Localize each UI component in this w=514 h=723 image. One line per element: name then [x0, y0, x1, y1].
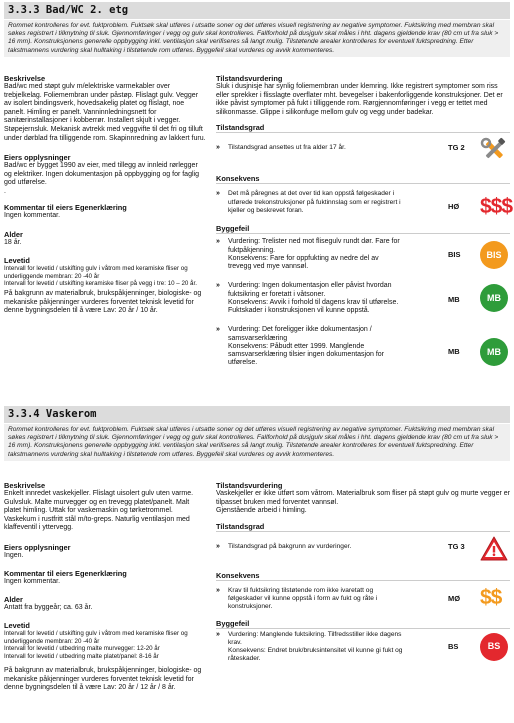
beskrivelse-text: Bad/wc med støpt gulv m/elektriske varmekabler over trebjelkelag. Foliemembran under påstøp. Flislagt gulv. Vegger av isolert bindingsverk, hovedsakelig platet og flislagt, noe panelt. Himling er panelt. Vanninnledningsnett for sanitærinstallasjoner i kobberrør. Installert skjult i vegger. Støpejernsluk. Mekanisk avtrekk med veggvifte til det fri og tilluft under dørblad fra tilliggende rom. Skapinnredning av lakkert furu. [4, 83, 206, 142]
alder-heading: Alder [4, 230, 23, 240]
section-intro: Rommet kontrolleres for evt. fuktproblem. Fuktsøk skal utføres i utsatte soner og det utføres visuell registrering av negative symptomer. Fuktsikring med membran skal søkes registrert i tilknytning til sluk. Gjennomføringer i vegg og gulv skal kontrolleres. Fallforhold på dusjgulv skal måles i hht. dagens gjeldende krav (80 cm ut fra sluk > 16 mm). Konstruksjonens generelle oppbygging inkl. ventilasjon skal verifiseres så langt mulig. Tilstøtende arealer kontrolleres for eventuell fuktspredning. Etter takstmannens vurdering skal hulltaking i tilstøtende rom utføres. Byggefeil skal vurderes og avvik kommenteres. [4, 20, 510, 57]
byggefeil-text-2: Vurdering: Ingen dokumentasjon eller påvist hvordan fuktsikring er foretatt i våtsoner. Konsekvens: Avvik i forhold til dagens krav til utførelse. Fuktskader i konstruksjonen vil kunne oppstå. [228, 282, 399, 314]
tg-text: Tilstandsgrad på bakgrunn av vurderinger. [228, 542, 352, 550]
warning-icon [480, 535, 508, 563]
tg-row [216, 144, 510, 168]
bullet-arrow: » [216, 144, 220, 152]
tilstand-text: Vaskekjeller er ikke utført som våtrom. Materialbruk som fliser på støpt gulv og murte vegger er tilpasset bruken med forventet vannsøl. Gjenstående arbeid i himling. [216, 490, 510, 515]
tilstand-heading: Tilstandsvurdering [216, 74, 283, 83]
byggefeil-text-1: Vurdering: Trelister ned mot flisegulv rundt dør. Fare for fuktpåkjenning. Konsekvens: Fare for oppfukting av nedre del av trevegg ved mye vannsøl. [228, 238, 400, 270]
byggefeil-value-1: BS [448, 641, 459, 651]
bullet-arrow: » [216, 190, 220, 198]
bullet-arrow: » [216, 326, 220, 334]
konsekvens-value: HØ [448, 202, 460, 212]
right-column [216, 74, 513, 370]
money-icon: $$ [480, 585, 502, 609]
alder-text: Antatt fra byggeår; ca. 63 år. [4, 604, 93, 612]
levetid-text: Intervall for levetid / utskifting gulv i våtrom med keramiske fliser og underliggende membran: 20 -40 år Intervall for levetid / utskifting keramiske fliser på vegg i tre: 10 – 20 år. [4, 264, 197, 288]
levetid-heading: Levetid [4, 255, 30, 265]
section-title: 3.3.4 Vaskerom [4, 406, 510, 423]
byggefeil-heading: Byggefeil [216, 224, 510, 234]
right-column [216, 481, 510, 667]
levetid-text-2: På bakgrunn av materialbruk, brukspåkjenninger, biologiske- og mekaniske påkjenninger vurderes forventet teknisk levetid for denne bygningsdelen til å være Lav: 20 år / 12 år / 8 år. [4, 666, 202, 692]
tilstand-text: Sluk i dusjnisje har synlig foliemembran under klemring. Ikke registrert symptomer som riss eller sprekker i flisslagte overflater mht. bevegelser i bakenforliggende konstruksjoner. Det er ikke påvist symptomer på fukt i tilliggende rom. Rørgjennomføringer i vegg er tettet med silikonmasse. Glippe i silikonfuge mellom gulv og vegg under badekar. [216, 83, 503, 116]
beskrivelse-heading: Beskrivelse [4, 481, 46, 490]
eier-text: Ingen. [4, 551, 24, 559]
konsekvens-text: Krav til fuktsikring tilstøtende rom ikke ivaretatt og følgeskader vil kunne oppstå i form av fukt og råte i konstruksjoner. [228, 586, 378, 611]
bullet-arrow: » [216, 630, 220, 638]
bullet-arrow: » [216, 542, 220, 550]
konsekvens-heading: Konsekvens [216, 174, 510, 184]
mb-badge-icon: MB [480, 284, 508, 312]
byggefeil-row-1 [216, 238, 510, 282]
section-intro: Rommet kontrolleres for evt. fuktproblem. Fuktsøk skal utføres i utsatte soner og det utføres visuell registrering av negative symptomer. Fuktsikring med membran skal søkes registrert i tilknytning til sluk. Gjennomføringer i vegg og gulv skal kontrolleres. Fallforhold på dusjgulv skal måles i hht. dagens gjeldende krav (80 cm ut fra sluk > 16 mm). Konstruksjonens generelle oppbygging inkl. ventilasjon skal verifiseres så langt mulig. Tilstøtende arealer kontrolleres for eventuell fuktspredning. Etter takstmannens vurdering skal hulltaking i tilstøtende rom utføres. Byggefeil skal vurderes og avvik kommenteres. [4, 424, 510, 461]
konsekvens-heading: Konsekvens [216, 571, 510, 581]
byggefeil-row-2 [216, 282, 510, 326]
bis-badge-icon: BIS [480, 241, 508, 269]
byggefeil-value-3: MB [448, 347, 460, 357]
money-icon: $$$ [480, 195, 513, 219]
tilstand-heading: Tilstandsvurdering [216, 481, 283, 490]
tilstandsgrad-heading: Tilstandsgrad [216, 522, 510, 532]
konsekvens-text: Det må påregnes at det over tid kan oppstå følgeskader i utførede trekonstruksjoner på fuktinnslag som er registrert i kjeller og beskrevet foran. [228, 190, 401, 214]
section-vaskerom [4, 406, 510, 461]
section-bad-wc [4, 2, 510, 57]
byggefeil-value-1: BIS [448, 250, 461, 260]
eier-heading: Eiers opplysninger [4, 542, 71, 552]
kommentar-heading: Kommentar til eiers Egenerklæring [4, 568, 127, 578]
beskrivelse-text: Enkelt innredet vaskekjeller. Flislagt uisolert gulv uten varme. Gulvsluk. Malte murvegger og en trevegg platet/panelt. Malt platet himling. Uttak for vaskemaskin og tørketrommel. Vaskekum i rustfritt stål m/to-greps. Naturlig ventilasjon med klaffeventil i yttervegg. [4, 490, 194, 532]
levetid-text-2: På bakgrunn av materialbruk, brukspåkjenninger, biologiske- og mekaniske påkjenninger vurderes forventet teknisk levetid for denne bygningsdelen til å være Lav: 20 år / 10 år. [4, 290, 202, 315]
kommentar-heading: Kommentar til eiers Egenerklæring [4, 202, 127, 212]
tg-row [216, 543, 510, 565]
levetid-text: Intervall for levetid / utskifting gulv i våtrom med keramiske fliser og underliggende membran: 20 -40 år Intervall for levetid / utbedring malte murvegger: 12-20 år Intervall for levetid / utbedring malte platet/panel: 8-16 år [4, 629, 188, 661]
byggefeil-heading: Byggefeil [216, 619, 510, 629]
byggefeil-text-1: Vurdering: Manglende fuktsikring. Tilfredsstiller ikke dagens krav. Konsekvens: Endret bruk/bruksintensitet vil kunne gi fukt og råteskader. [228, 630, 403, 663]
alder-text: 18 år. [4, 239, 22, 247]
tg-value: TG 3 [448, 541, 465, 551]
bullet-arrow: » [216, 238, 220, 246]
konsekvens-value: MØ [448, 593, 461, 603]
eier-dot: . [4, 187, 6, 195]
levetid-heading: Levetid [4, 620, 30, 630]
bs-badge-icon: BS [480, 633, 508, 661]
konsekvens-row [216, 190, 513, 220]
kommentar-text: Ingen kommentar. [4, 577, 61, 585]
tools-icon [480, 136, 508, 164]
alder-heading: Alder [4, 595, 23, 605]
bullet-arrow: » [216, 282, 220, 290]
eier-heading: Eiers opplysninger [4, 153, 71, 163]
left-column [4, 481, 206, 693]
byggefeil-text-3: Vurdering: Det foreligger ikke dokumentasjon / samsvarserklæring Konsekvens: Påbudt etter 1999. Manglende samsvarserklæring tilsier ingen dokumentasjon for utførelse. [228, 326, 385, 367]
mb-badge-icon: MB [480, 338, 508, 366]
beskrivelse-heading: Beskrivelse [4, 74, 46, 83]
section-title: 3.3.3 Bad/WC 2. etg [4, 2, 510, 19]
byggefeil-row-3 [216, 326, 510, 370]
bullet-arrow: » [216, 586, 220, 594]
tg-value: TG 2 [448, 143, 465, 153]
tg-text: Tilstandsgrad ansettes ut fra alder 17 år. [228, 144, 346, 152]
kommentar-text: Ingen kommentar. [4, 211, 61, 219]
konsekvens-row [216, 587, 510, 613]
left-column [4, 74, 206, 316]
byggefeil-value-2: MB [448, 295, 460, 305]
byggefeil-row-1 [216, 631, 510, 667]
tilstandsgrad-heading: Tilstandsgrad [216, 123, 510, 133]
eier-text: Bad/wc er bygget 1990 av eier, med tillegg av innleid rørlegger og elektriker. Ingen dokumentasjon på oppbygging og for faglig god utførelse. [4, 162, 199, 187]
